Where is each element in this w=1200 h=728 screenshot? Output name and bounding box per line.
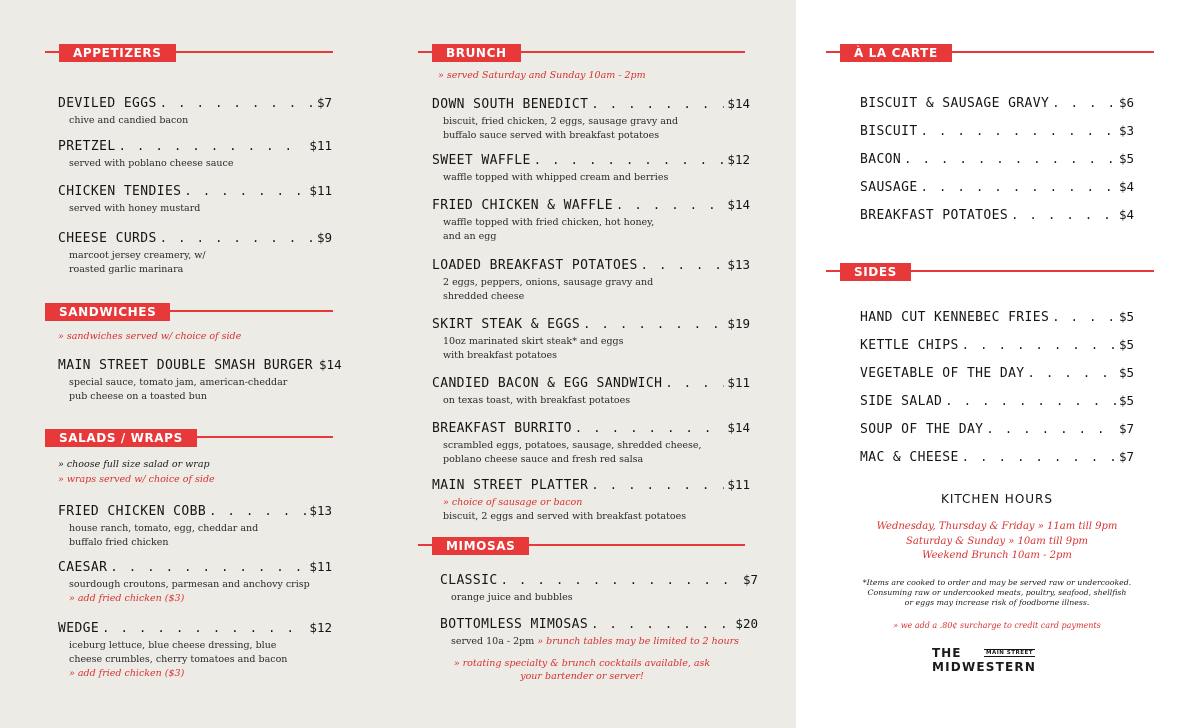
item-name: SAUSAGE (860, 180, 918, 195)
logo-main-street: MAIN STREET (986, 650, 1034, 656)
section-title: MIMOSAS (432, 537, 529, 555)
leader-dots (160, 96, 314, 110)
item-description (443, 496, 750, 524)
section-title: BRUNCH (432, 44, 521, 62)
item-name: BACON (860, 152, 902, 167)
menu-item-soup-of-the-day (860, 421, 1134, 437)
leader-dots (534, 153, 725, 167)
desc-line: biscuit, 2 eggs and served with breakfast potatoes (443, 511, 687, 522)
leader-dots (575, 421, 725, 435)
menu-item-breakfast-burrito (432, 420, 750, 467)
menu-item-candied-bacon-sandwich (432, 375, 750, 408)
leader-dots (591, 478, 724, 492)
item-price: $9 (316, 230, 332, 245)
item-description: served with poblano cheese sauce (69, 158, 234, 169)
item-name: CAESAR (58, 560, 108, 575)
menu-item-deviled-eggs (58, 95, 332, 128)
menu-item-smash-burger (58, 357, 342, 404)
menu-item-down-south-benedict (432, 96, 750, 143)
item-description (69, 249, 332, 277)
choice-note: » choice of sausage or bacon (443, 497, 583, 508)
item-name: BOTTOMLESS MIMOSAS (440, 617, 589, 632)
desc-line: cheese crumbles, cherry tomatoes and bacon (69, 654, 288, 665)
item-description: waffle topped with whipped cream and berries (443, 172, 669, 183)
menu-item-wedge (58, 620, 332, 681)
item-price: $13 (309, 503, 332, 518)
menu-item-bottomless-mimosas (440, 616, 758, 649)
item-price: $14 (727, 96, 750, 111)
leader-dots (1028, 366, 1116, 380)
item-name: FRIED CHICKEN COBB (58, 504, 207, 519)
menu-item-pretzel (58, 138, 332, 171)
leader-dots (1052, 96, 1116, 110)
desc-line: shredded cheese (443, 291, 525, 302)
item-name: SIDE SALAD (860, 394, 943, 409)
item-name: BISCUIT (860, 124, 918, 139)
menu-item-cheese-curds (58, 230, 332, 277)
desc-line: waffle topped with fried chicken, hot honey, (443, 217, 655, 228)
desc-line: 2 eggs, peppers, onions, sausage gravy and (443, 277, 654, 288)
item-name: VEGETABLE OF THE DAY (860, 366, 1025, 381)
sandwiches-note: » sandwiches served w/ choice of side (58, 331, 242, 342)
item-name: DOWN SOUTH BENEDICT (432, 97, 589, 112)
leader-dots (616, 198, 724, 212)
item-description (443, 216, 750, 244)
desc-text: served 10a - 2pm (451, 636, 535, 647)
menu-item-main-street-platter (432, 477, 750, 524)
menu-item-skirt-steak-eggs (432, 316, 750, 363)
item-name: MAC & CHEESE (860, 450, 959, 465)
desc-line: marcoot jersey creamery, w/ (69, 250, 206, 261)
item-description (443, 276, 750, 304)
item-price: $5 (1118, 365, 1134, 380)
item-price: $7 (1118, 421, 1134, 436)
leader-dots (583, 317, 724, 331)
desc-line: pub cheese on a toasted bun (69, 391, 207, 402)
item-description (69, 522, 332, 550)
item-name: FRIED CHICKEN & WAFFLE (432, 198, 613, 213)
item-price: $14 (727, 420, 750, 435)
leader-dots (1011, 208, 1116, 222)
leader-dots (641, 258, 725, 272)
menu-item-caesar (58, 559, 332, 606)
item-description (69, 639, 332, 681)
leader-dots (945, 394, 1116, 408)
menu-item-kennebec-fries (860, 309, 1134, 325)
item-description (451, 635, 758, 649)
menu-item-biscuit (860, 123, 1134, 139)
menu-item-biscuit-gravy (860, 95, 1134, 111)
item-name: PRETZEL (58, 139, 116, 154)
section-title: SALADS / WRAPS (45, 429, 197, 447)
item-description: on texas toast, with breakfast potatoes (443, 395, 631, 406)
leader-dots (591, 97, 724, 111)
item-price: $5 (1118, 393, 1134, 408)
leader-dots (665, 376, 724, 390)
cocktails-note-1: » rotating specialty & brunch cocktails available, ask (453, 658, 711, 669)
leader-dots (102, 621, 306, 635)
item-name: DEVILED EGGS (58, 96, 157, 111)
menu-item-mac-cheese (860, 449, 1134, 465)
hours-weekday: Wednesday, Thursday & Friday » 11am till 9pm (876, 521, 1118, 532)
desc-line: special sauce, tomato jam, american-cheddar (69, 377, 288, 388)
item-price: $4 (1118, 179, 1134, 194)
logo-the: THE (932, 646, 962, 660)
item-description: served with honey mustard (69, 203, 201, 214)
item-price: $12 (309, 620, 332, 635)
alacarte-header (826, 44, 1154, 62)
disclaimer-line: *Items are cooked to order and may be served raw or undercooked. (862, 578, 1132, 587)
desc-line: and an egg (443, 231, 497, 242)
item-price: $19 (727, 316, 750, 331)
item-name: HAND CUT KENNEBEC FRIES (860, 310, 1050, 325)
item-description: orange juice and bubbles (451, 592, 573, 603)
section-title: À LA CARTE (840, 44, 952, 62)
section-title: SANDWICHES (45, 303, 170, 321)
leader-dots (119, 139, 307, 153)
leader-dots (1052, 310, 1116, 324)
item-name: CHEESE CURDS (58, 231, 157, 246)
item-price: $3 (1118, 123, 1134, 138)
cocktails-note-2: your bartender or server! (520, 671, 644, 682)
menu-item-sausage (860, 179, 1134, 195)
item-price: $12 (727, 152, 750, 167)
leader-dots (209, 504, 306, 518)
item-name: MAIN STREET DOUBLE SMASH BURGER (58, 358, 314, 373)
credit-card-surcharge: » we add a .80¢ surcharge to credit card payments (893, 621, 1101, 630)
menu-item-loaded-breakfast-potatoes (432, 257, 750, 304)
desc-line: buffalo fried chicken (69, 537, 169, 548)
brunch-header (418, 44, 745, 62)
leader-dots (921, 124, 1116, 138)
item-name: SKIRT STEAK & EGGS (432, 317, 581, 332)
item-price: $5 (1118, 337, 1134, 352)
desc-line: sourdough croutons, parmesan and anchovy crisp (69, 579, 310, 590)
item-price: $11 (727, 375, 750, 390)
disclaimer-line: or eggs may increase risk of foodborne illness. (904, 598, 1090, 607)
menu-item-sweet-waffle (432, 152, 750, 185)
menu-item-chicken-tendies (58, 183, 332, 216)
item-name: KETTLE CHIPS (860, 338, 959, 353)
menu-item-kettle-chips (860, 337, 1134, 353)
leader-dots (184, 184, 306, 198)
item-price: $7 (1118, 449, 1134, 464)
item-price: $20 (735, 616, 758, 631)
desc-line: poblano cheese sauce and fresh red salsa (443, 454, 644, 465)
kitchen-hours-title: KITCHEN HOURS (940, 492, 1054, 506)
desc-line: house ranch, tomato, egg, cheddar and (69, 523, 259, 534)
item-price: $4 (1118, 207, 1134, 222)
desc-line: iceburg lettuce, blue cheese dressing, blue (69, 640, 277, 651)
leader-dots (962, 338, 1116, 352)
salads-header (45, 429, 333, 447)
item-name: WEDGE (58, 621, 100, 636)
desc-line: biscuit, fried chicken, 2 eggs, sausage gravy and (443, 116, 679, 127)
leader-dots (962, 450, 1116, 464)
hours-weekend: Saturday & Sunday » 10am till 9pm (906, 536, 1088, 547)
brunch-note: » served Saturday and Sunday 10am - 2pm (438, 70, 646, 81)
menu-item-fried-chicken-waffle (432, 197, 750, 244)
item-price: $5 (1118, 151, 1134, 166)
mimosas-header (418, 537, 745, 555)
desc-line: buffalo sauce served with breakfast potatoes (443, 130, 660, 141)
item-price: $7 (742, 572, 758, 587)
item-name: LOADED BREAKFAST POTATOES (432, 258, 638, 273)
item-price: $13 (727, 257, 750, 272)
item-name: SWEET WAFFLE (432, 153, 531, 168)
item-name: BISCUIT & SAUSAGE GRAVY (860, 96, 1050, 111)
item-name: CLASSIC (440, 573, 498, 588)
leader-dots (110, 560, 306, 574)
item-name: CHICKEN TENDIES (58, 184, 182, 199)
item-description (69, 578, 332, 606)
add-on-note: » add fried chicken ($3) (69, 668, 185, 679)
item-description (443, 335, 750, 363)
menu-item-breakfast-potatoes (860, 207, 1134, 223)
item-description (443, 115, 750, 143)
desc-red-text: » brunch tables may be limited to 2 hours (534, 636, 739, 647)
raw-food-disclaimer (836, 578, 1158, 608)
item-description: chive and candied bacon (69, 115, 189, 126)
item-price: $11 (309, 559, 332, 574)
leader-dots (921, 180, 1116, 194)
disclaimer-line: Consuming raw or undercooked meats, poultry, seafood, shellfish (867, 588, 1127, 597)
item-price: $7 (316, 95, 332, 110)
menu-item-side-salad (860, 393, 1134, 409)
section-title: SIDES (840, 263, 911, 281)
item-price: $11 (727, 477, 750, 492)
leader-dots (160, 231, 314, 245)
item-name: MAIN STREET PLATTER (432, 478, 589, 493)
section-title: APPETIZERS (59, 44, 176, 62)
item-price: $5 (1118, 309, 1134, 324)
item-name: CANDIED BACON & EGG SANDWICH (432, 376, 663, 391)
item-price: $14 (727, 197, 750, 212)
hours-brunch: Weekend Brunch 10am - 2pm (922, 550, 1072, 561)
item-price: $11 (309, 183, 332, 198)
desc-line: scrambled eggs, potatoes, sausage, shredded cheese, (443, 440, 702, 451)
menu-item-classic-mimosa (440, 572, 758, 605)
desc-line: with breakfast potatoes (443, 350, 557, 361)
desc-line: roasted garlic marinara (69, 264, 184, 275)
logo-midwestern: MIDWESTERN (932, 660, 1037, 674)
sides-header (826, 263, 1154, 281)
item-description (69, 376, 332, 404)
midwestern-logo (932, 646, 1046, 676)
item-price: $14 (319, 357, 342, 372)
leader-dots (904, 152, 1116, 166)
menu-item-bacon (860, 151, 1134, 167)
item-price: $6 (1118, 95, 1134, 110)
leader-dots (501, 573, 740, 587)
salads-note-2: » wraps served w/ choice of side (58, 474, 215, 485)
leader-dots (591, 617, 732, 631)
appetizers-header (45, 44, 333, 62)
menu-item-fried-chicken-cobb (58, 503, 332, 550)
salads-note-1: » choose full size salad or wrap (58, 459, 210, 470)
menu-item-vegetable-of-the-day (860, 365, 1134, 381)
item-name: BREAKFAST POTATOES (860, 208, 1009, 223)
item-name: BREAKFAST BURRITO (432, 421, 572, 436)
item-name: SOUP OF THE DAY (860, 422, 984, 437)
sandwiches-header (45, 303, 333, 321)
item-price: $11 (309, 138, 332, 153)
leader-dots (986, 422, 1116, 436)
item-description (443, 439, 750, 467)
desc-line: 10oz marinated skirt steak* and eggs (443, 336, 624, 347)
add-on-note: » add fried chicken ($3) (69, 593, 185, 604)
